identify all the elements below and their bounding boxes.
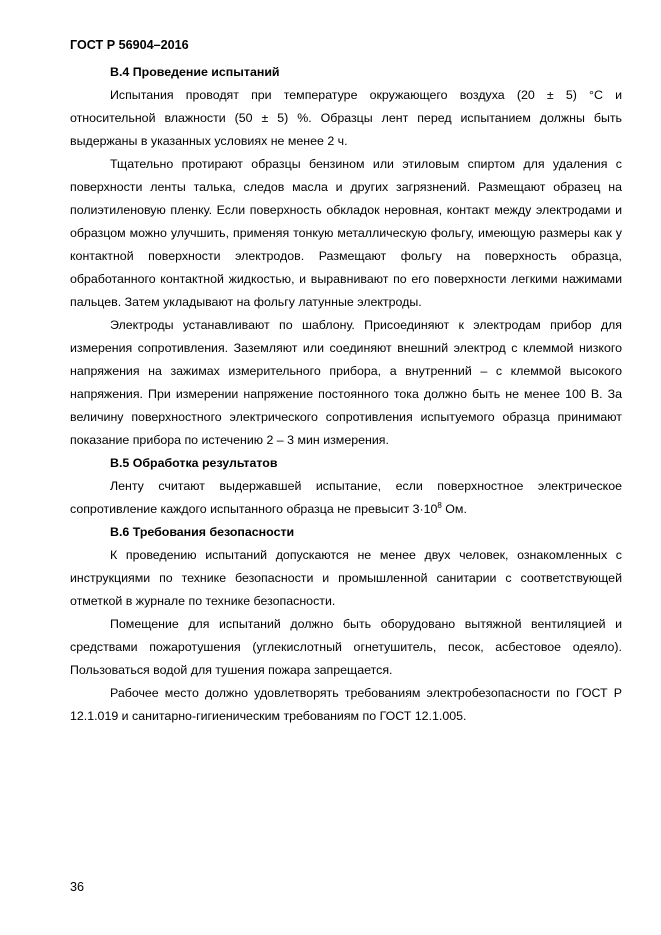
page-number: 36 — [70, 880, 85, 894]
paragraph-b6-1: К проведению испытаний допускаются не менее двух человек, ознакомленных с инструкциями по технике безопасности и промышленной санитарии с соответствующей отметкой в журнале по технике безопасности. — [70, 548, 622, 608]
paragraph-b4-1: Испытания проводят при температуре окружающего воздуха (20 ± 5) °С и относительной влажности (50 ± 5) %. Образцы лент перед испытанием должны быть выдержаны в указанных условиях не менее 2 ч. — [70, 88, 622, 148]
paragraph-b5-text-end: Ом. — [441, 502, 467, 516]
exponent-superscript: 8 — [437, 500, 442, 510]
document-page — [70, 34, 622, 728]
section-title-b4: В.4 Проведение испытаний — [110, 65, 280, 79]
section-b5 — [70, 452, 622, 521]
paragraph-b4-2: Тщательно протирают образцы бензином или этиловым спиртом для удаления с поверхности ленты талька, следов масла и других загрязнений. Размещают образец на полиэтиленовую пленку. Если поверхность обкладок неровная, контакт между электродами и образцом можно улучшить, применяя тонкую металлическую фольгу, имеющую размеры как у контактной поверхности электродов. Размещают фольгу на поверхность образца, обработанного контактной жидкостью, и выравнивают по его поверхности легкими нажимами пальцев. Затем укладывают на фольгу латунные электроды. — [70, 157, 622, 309]
document-id: ГОСТ Р 56904–2016 — [70, 38, 189, 52]
section-b4 — [70, 61, 622, 452]
paragraph-b5-text-start: Ленту считают выдержавшей испытание, если поверхностное электрическое сопротивление каждого испытанного образца не превысит 3·10 — [70, 479, 622, 516]
section-title-b5: В.5 Обработка результатов — [110, 456, 278, 470]
section-title-b6: В.6 Требования безопасности — [110, 525, 295, 539]
paragraph-b5-1 — [70, 475, 622, 521]
paragraph-b4-3: Электроды устанавливают по шаблону. Присоединяют к электродам прибор для измерения сопротивления. Заземляют или соединяют внешний электрод с клеммой низкого напряжения на зажимах измерительного прибора, а внутренний – с клеммой высокого напряжения. При измерении напряжение постоянного тока должно быть не менее 100 В. За величину поверхностного электрического сопротивления испытуемого образца принимают показание прибора по истечению 2 – 3 мин измерения. — [70, 318, 622, 447]
paragraph-b6-2: Помещение для испытаний должно быть оборудовано вытяжной вентиляцией и средствами пожаротушения (углекислотный огнетушитель, песок, асбестовое одеяло). Пользоваться водой для тушения пожара запрещается. — [70, 617, 622, 677]
paragraph-b6-3: Рабочее место должно удовлетворять требованиям электробезопасности по ГОСТ Р 12.1.019 и санитарно-гигиеническим требованиям по ГОСТ 12.1.005. — [70, 686, 622, 723]
section-b6 — [70, 521, 622, 728]
